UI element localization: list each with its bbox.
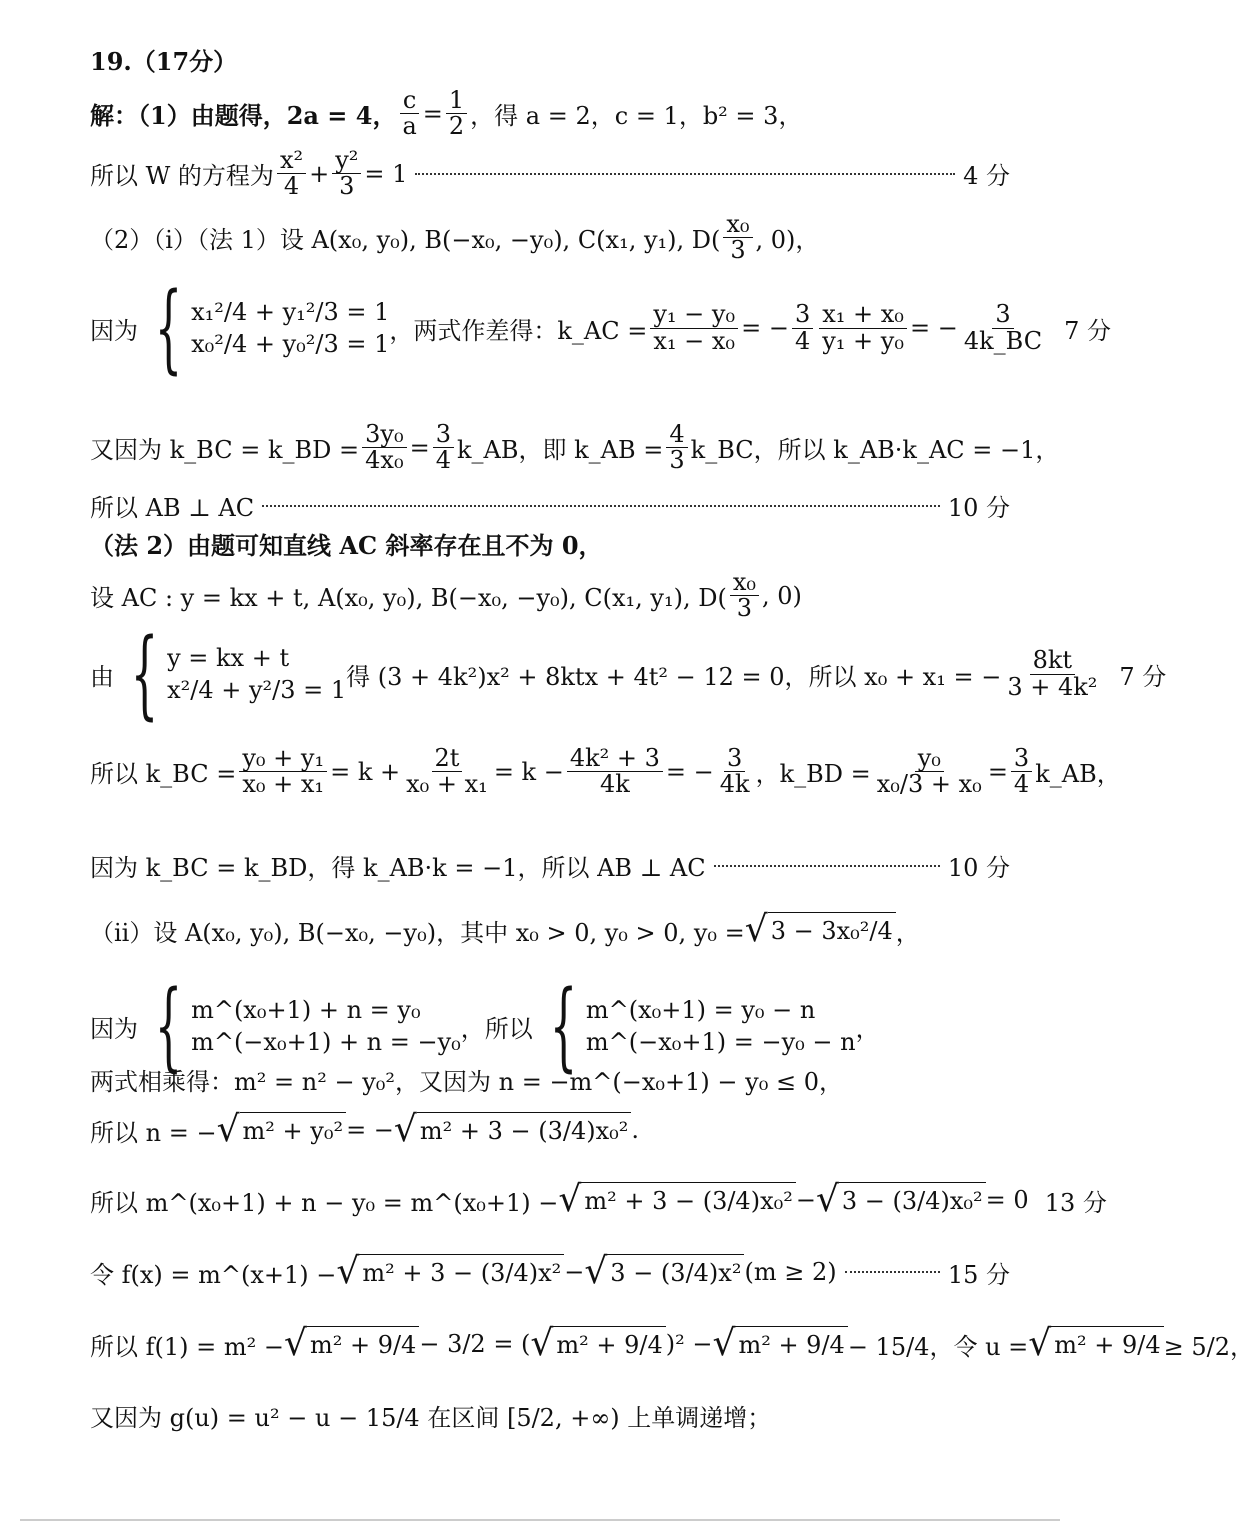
sqrt-content: m² + 9/4 — [307, 1326, 419, 1362]
frac-den: 4k_BC — [963, 326, 1043, 355]
ii-expr-line — [90, 1179, 1107, 1220]
sqrt-g4: √ m² + 9/4 — [1028, 1326, 1163, 1362]
fraction-3-4 — [433, 422, 454, 473]
frac-num: 3y₀ — [362, 422, 406, 448]
eq-sign: = — [987, 757, 1008, 786]
frac-num: x₁ + x₀ — [819, 302, 907, 328]
expr-tail: = 0 — [985, 1186, 1029, 1214]
conclusion-text: 所以 AB ⊥ AC — [90, 494, 255, 522]
fraction-kbc-1 — [239, 746, 327, 797]
score-label: 15 分 — [947, 1260, 1010, 1289]
frac-den: 4x₀ — [365, 446, 404, 475]
tail-punct: ， — [895, 918, 920, 947]
sqrt-e2: √ 3 − (3/4)x₀² — [816, 1182, 986, 1218]
fraction-one-half — [446, 88, 467, 139]
fraction-x0-3 — [730, 570, 759, 621]
system-row: x₀²/4 + y₀²/3 = 1 — [191, 330, 390, 358]
sqrt-content: 3 − (3/4)x₀² — [839, 1182, 986, 1218]
fraction-kbc-3 — [567, 746, 663, 797]
m2-setup-line — [90, 570, 1010, 621]
score-label: 10 分 — [947, 494, 1010, 522]
frac-den: x₀ + x₁ — [406, 770, 488, 799]
system-row: m^(x₀+1) + n = y₀ — [191, 996, 421, 1024]
fraction-y2-3 — [332, 148, 361, 199]
kac-mid: = − — [741, 314, 789, 342]
sqrt-n2: √ m² + 3 − (3/4)x₀² — [394, 1112, 631, 1148]
part1-intro: 解：（1）由题得，2a = 4， — [90, 101, 397, 131]
frac-num: 2t — [432, 746, 463, 772]
frac-den: a — [402, 112, 417, 141]
frac-den: 4k — [719, 770, 750, 799]
frac-den: 3 — [730, 236, 746, 265]
m1-conclusion-line — [90, 488, 1010, 523]
fraction-c-over-a — [399, 88, 419, 139]
multiply-text: 两式相乘得：m² = n² − y₀²，又因为 n = −m^(−x₀+1) − y₀ ≤ 0， — [90, 1068, 843, 1096]
quad-text: 得 (3 + 4k²)x² + 8ktx + 4t² − 12 = 0，所以 x₀ + x₁ = − — [346, 662, 1002, 691]
dot-leader — [262, 505, 940, 507]
diff-text: ，两式作差得：k_AC = — [389, 316, 648, 345]
sqrt-content: m² + 3 − (3/4)x₀² — [581, 1182, 796, 1218]
frac-num: 3 — [724, 746, 745, 772]
sqrt-content: 3 − (3/4)x² — [607, 1254, 744, 1290]
fraction-x2-4 — [277, 148, 306, 199]
problem-title — [90, 42, 1010, 77]
sqrt-content: m² + 9/4 — [553, 1326, 665, 1362]
eqn-lead: 所以 W 的方程为 — [90, 162, 274, 191]
frac-den: 3 — [669, 446, 685, 475]
fraction-kbd — [874, 746, 985, 797]
sqrt-content: m² + 9/4 — [1051, 1326, 1163, 1362]
d-tail: , 0) — [762, 581, 802, 610]
system-row: x²/4 + y²/3 = 1 — [167, 676, 347, 704]
g-text: 又因为 g(u) = u² − u − 15/4 在区间 [5/2, +∞) 上单调递增； — [90, 1404, 772, 1432]
n-lead: 所以 n = − — [90, 1118, 217, 1147]
ii-multiply-line — [90, 1062, 1010, 1097]
since-text: 因为 — [90, 1014, 138, 1043]
eq-sign: = k − — [493, 757, 564, 786]
score-label: 7 分 — [1119, 662, 1167, 691]
f-lead: 令 f(x) = m^(x+1) − — [90, 1260, 337, 1289]
frac-den: 4 — [1013, 770, 1030, 799]
frac-den: 4 — [283, 172, 300, 201]
title-text: 19.（17分） — [90, 47, 238, 76]
sqrt-f2: √ 3 − (3/4)x² — [584, 1254, 744, 1290]
sqrt-content: 3 − 3x₀²/4 — [768, 912, 896, 948]
dot-leader — [415, 173, 955, 175]
score-label: 4 分 — [963, 162, 1010, 191]
conclusion-text: 因为 k_BC = k_BD，得 k_AB·k = −1，所以 AB ⊥ AC — [90, 854, 706, 882]
sqrt-f1: √ m² + 3 − (3/4)x² — [336, 1254, 564, 1290]
ii-f1-line — [90, 1323, 1254, 1364]
frac-den: 3 + 4k² — [1007, 672, 1098, 701]
frac-num: c — [400, 88, 419, 114]
frac-den: 3 — [736, 594, 753, 623]
frac-num: 8kt — [1030, 648, 1075, 674]
f1-mid: − 3/2 = ( — [419, 1330, 531, 1358]
eqn-tail: = 1 — [364, 159, 408, 188]
sqrt-y0: √ 3 − 3x₀²/4 — [745, 912, 896, 948]
sqrt-content: m² + 3 − (3/4)x² — [359, 1254, 564, 1290]
m2-intro-line — [90, 526, 1010, 561]
minus: − — [564, 1258, 585, 1286]
d-tail: , 0)， — [755, 226, 820, 255]
frac-den: 3 — [339, 172, 355, 201]
kbd-tail: k_AB， — [1035, 760, 1121, 789]
kbd-lead: ，k_BD = — [755, 760, 871, 789]
expr-lead: 所以 m^(x₀+1) + n − y₀ = m^(x₀+1) − — [90, 1188, 559, 1217]
kac-eq2: = − — [909, 314, 958, 342]
frac-num: y₁ − y₀ — [650, 302, 738, 328]
sqrt-content: m² + 9/4 — [735, 1326, 847, 1362]
part1-line1: 解：（1）由题得，2a = 4， $\frac{c}{a}$ = $\frac{1}{2}$ ，得 a = 2，c = 1，b² = 3， — [90, 86, 803, 141]
frac-num: x₀ — [730, 570, 759, 596]
dot-leader — [714, 865, 940, 867]
m1-intro-line — [90, 212, 1010, 263]
f1-mid3: − 15/4，令 u = — [847, 1332, 1029, 1361]
fraction-3-4kbc — [961, 302, 1045, 353]
f1-lead: 所以 f(1) = m² − — [90, 1332, 284, 1361]
fraction-4-3 — [666, 422, 687, 473]
page-divider — [20, 1519, 1060, 1521]
fraction-kbc-4 — [717, 746, 753, 797]
equation-system-1: { m^(x₀+1) + n = y₀ m^(−x₀+1) + n = −y₀ — [154, 970, 461, 1082]
m2-intro: （法 2）由题可知直线 AC 斜率存在且不为 0， — [90, 531, 603, 560]
equation-system: { y = kx + t x²/4 + y²/3 = 1 — [130, 618, 347, 730]
system-row: x₁²/4 + y₁²/3 = 1 — [191, 298, 390, 326]
also-text: 又因为 k_BC = k_BD = — [90, 436, 360, 465]
ii-intro: （ii）设 A(x₀, y₀), B(−x₀, −y₀)，其中 x₀ > 0, y₀ > 0, y₀ = — [90, 918, 745, 947]
frac-den: 4 — [794, 326, 811, 355]
frac-den: 4 — [435, 446, 451, 475]
f-tail: (m ≥ 2) — [744, 1258, 837, 1286]
tail-punct: ， — [855, 1014, 880, 1043]
frac-num: x₀ — [723, 212, 752, 238]
so-text: ，所以 — [460, 1014, 533, 1043]
frac-num: x² — [277, 148, 306, 174]
frac-den: x₀/3 + x₀ — [876, 770, 982, 799]
system-row: y = kx + t — [167, 644, 290, 672]
fraction-kbc-2 — [403, 746, 491, 797]
frac-den: 4k — [599, 770, 630, 799]
frac-num: 4k² + 3 — [567, 746, 663, 772]
sqrt-g2: √ m² + 9/4 — [530, 1326, 665, 1362]
score-label: 13 分 — [1044, 1188, 1107, 1217]
frac-num: 3 — [992, 302, 1013, 328]
ii-f-line — [90, 1251, 1010, 1292]
system-row: m^(−x₀+1) + n = −y₀ — [191, 1028, 461, 1056]
f1-mid2: )² − — [665, 1330, 713, 1358]
n-mid: = − — [346, 1116, 394, 1144]
dot-leader — [845, 1271, 940, 1273]
frac-den: x₁ − x₀ — [653, 326, 736, 355]
frac-num: 1 — [446, 88, 467, 114]
kbd-tail: k_AB，即 k_AB = — [457, 436, 664, 465]
frac-num: y² — [332, 148, 361, 174]
frac-den: y₁ + y₀ — [822, 326, 904, 355]
sqrt-e1: √ m² + 3 − (3/4)x₀² — [558, 1182, 795, 1218]
sqrt-n1: √ m² + y₀² — [217, 1112, 347, 1148]
fraction-sum-ratio — [819, 302, 907, 353]
f1-tail: ≥ 5/2， — [1163, 1332, 1254, 1361]
ii-g-line — [90, 1398, 1010, 1433]
frac-num: 3 — [1011, 746, 1032, 772]
part1-line2: 所以 W 的方程为 $\frac{\text{x²}}{4}$ + $\frac{\text{y²}}{3}$ = 1 4 分 — [90, 146, 1010, 201]
eq-sign: = — [409, 433, 430, 462]
frac-num: 3 — [433, 422, 454, 448]
sqrt-content: m² + 3 − (3/4)x₀² — [417, 1112, 632, 1148]
m1-system-line — [90, 272, 1111, 384]
part1-result: ，得 a = 2，c = 1，b² = 3， — [470, 102, 803, 131]
ii-intro-line — [90, 909, 1010, 950]
minus: − — [795, 1186, 816, 1214]
score-label: 7 分 — [1064, 316, 1111, 345]
n-tail: . — [631, 1116, 640, 1144]
m1-kbc-line — [90, 420, 1060, 475]
m2-conclusion-line — [90, 848, 1010, 883]
sqrt-g3: √ m² + 9/4 — [712, 1326, 847, 1362]
kbc-lead: 所以 k_BC = — [90, 760, 237, 789]
m2-setup: 设 AC : y = kx + t, A(x₀, y₀), B(−x₀, −y₀), C(x₁, y₁), D( — [90, 584, 727, 613]
frac-num: 4 — [666, 422, 687, 448]
fraction-kac — [650, 302, 738, 353]
from-text: 由 — [90, 662, 114, 691]
system-row: m^(x₀+1) = y₀ − n — [585, 996, 816, 1024]
kab-tail: k_BC，所以 k_AB·k_AC = −1， — [690, 436, 1060, 465]
fraction-x0-3 — [723, 212, 752, 263]
m2-kbc-line — [90, 744, 1121, 799]
sqrt-g1: √ m² + 9/4 — [284, 1326, 419, 1362]
ii-n-line — [90, 1109, 1010, 1150]
frac-den: x₀ + x₁ — [242, 770, 325, 799]
frac-num: 3 — [792, 302, 813, 328]
eq-sign: = − — [665, 757, 714, 786]
fraction-3y0-4x0 — [362, 422, 406, 473]
m1-intro: （2）（i）（法 1）设 A(x₀, y₀), B(−x₀, −y₀), C(x₁, y₁), D( — [90, 226, 721, 255]
frac-num: y₀ — [915, 746, 944, 772]
since-text: 因为 — [90, 316, 138, 345]
equation-system-2: { m^(x₀+1) = y₀ − n m^(−x₀+1) = −y₀ − n — [549, 970, 856, 1082]
system-row: m^(−x₀+1) = −y₀ − n — [585, 1028, 856, 1056]
frac-num: y₀ + y₁ — [239, 746, 327, 772]
score-label: 10 分 — [947, 854, 1010, 882]
eq-sign: = k + — [330, 757, 401, 786]
sqrt-content: m² + y₀² — [240, 1112, 347, 1148]
frac-den: 2 — [448, 112, 465, 141]
m2-system-line — [90, 618, 1167, 730]
fraction-3-4 — [792, 302, 813, 353]
equation-system: { x₁²/4 + y₁²/3 = 1 x₀²/4 + y₀²/3 = 1 — [154, 272, 390, 384]
fraction-3-4 — [1011, 746, 1032, 797]
fraction-8kt — [1004, 648, 1100, 699]
